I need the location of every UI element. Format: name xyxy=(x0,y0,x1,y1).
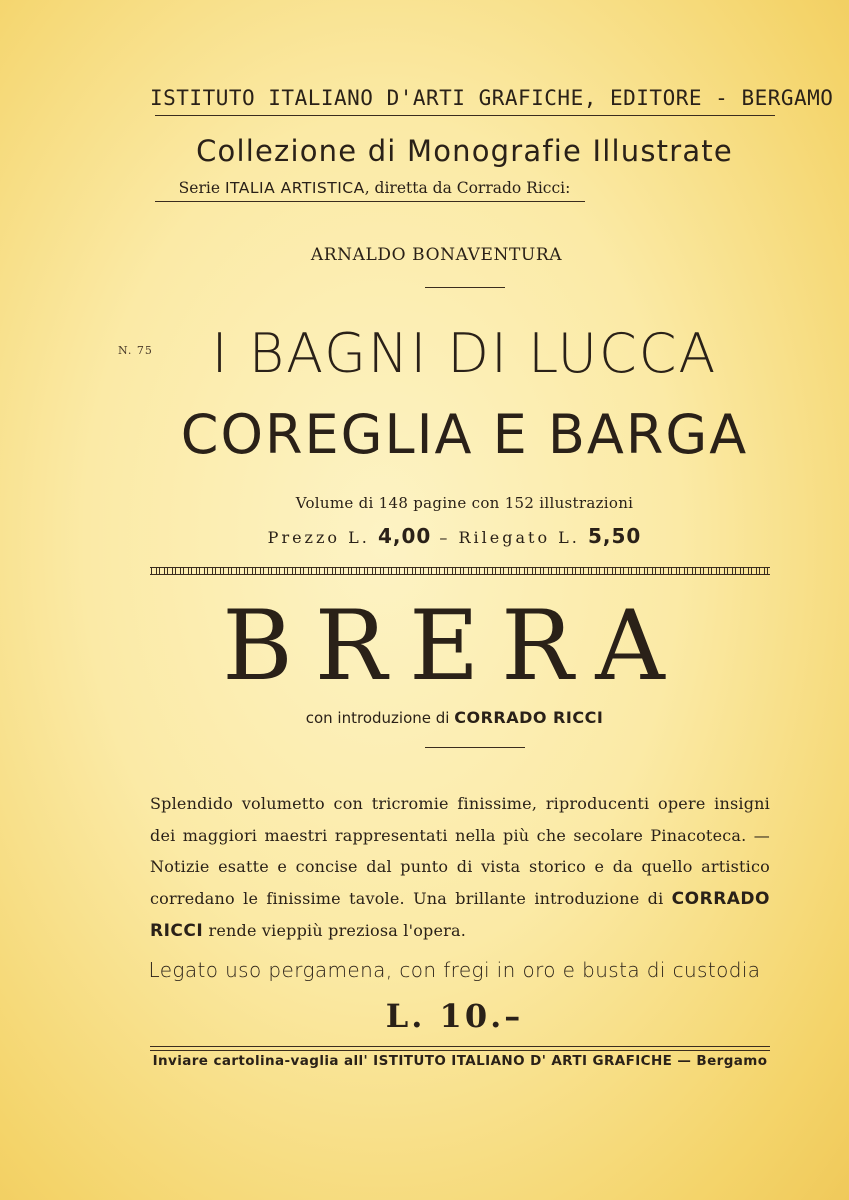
book1-title-line2: COREGLIA E BARGA xyxy=(180,403,749,466)
series-prefix: Serie xyxy=(178,179,220,197)
book2-description xyxy=(150,788,770,948)
book1-number: N. 75 xyxy=(118,344,153,357)
bound-label: – Rilegato L. xyxy=(439,528,580,547)
bound-price-value: 5,50 xyxy=(587,524,642,548)
footer-order-line: Inviare cartolina-vaglia all' ISTITUTO ITALIANO D' ARTI GRAFICHE — Bergamo xyxy=(152,1053,768,1069)
ornamental-divider xyxy=(150,567,770,575)
book2-intro-line xyxy=(30,708,849,727)
description-name: CORRADO RICCI xyxy=(150,888,770,941)
collection-title: Collezione di Monografie Illustrate xyxy=(196,134,733,168)
author-rule xyxy=(425,287,505,288)
footer-rule-bottom xyxy=(150,1050,770,1051)
price-value: 4,00 xyxy=(377,524,432,548)
description-end: rende vieppiù preziosa l'opera. xyxy=(208,921,467,940)
intro-prefix: con introduzione di xyxy=(305,709,450,727)
intro-name: CORRADO RICCI xyxy=(454,708,604,727)
series-suffix: , diretta da Corrado Ricci: xyxy=(364,179,571,197)
book1-volume-info: Volume di 148 pagine con 152 illustrazioni xyxy=(295,494,634,512)
book2-binding: Legato uso pergamena, con fregi in oro e busta di custodia xyxy=(148,958,761,982)
price-label: Prezzo L. xyxy=(267,528,370,547)
series-rule xyxy=(155,201,585,202)
book1-author: ARNALDO BONAVENTURA xyxy=(310,245,563,265)
publisher-line: ISTITUTO ITALIANO D'ARTI GRAFICHE, EDITORE - BERGAMO xyxy=(150,86,834,110)
book2-price: L. 10.– xyxy=(385,997,524,1035)
book1-price-line xyxy=(30,524,849,548)
description-text: Splendido volumetto con tricromie finissime, riproducenti opere insigni dei maggiori maestri rappresentati nella più che secolare Pinacoteca. — Notizie esatte e concise dal punto di vista storico e da quello artistico corredano le finissime tavole. Una brillante introduzione di xyxy=(150,794,770,908)
publisher-rule xyxy=(155,115,775,116)
book1-title-line1: I BAGNI DI LUCCA xyxy=(211,322,718,385)
footer-rule-top xyxy=(150,1046,770,1047)
series-line xyxy=(0,179,799,197)
series-name: ITALIA ARTISTICA xyxy=(224,179,365,197)
intro-rule xyxy=(425,747,525,748)
book2-title: BRERA xyxy=(222,590,687,702)
